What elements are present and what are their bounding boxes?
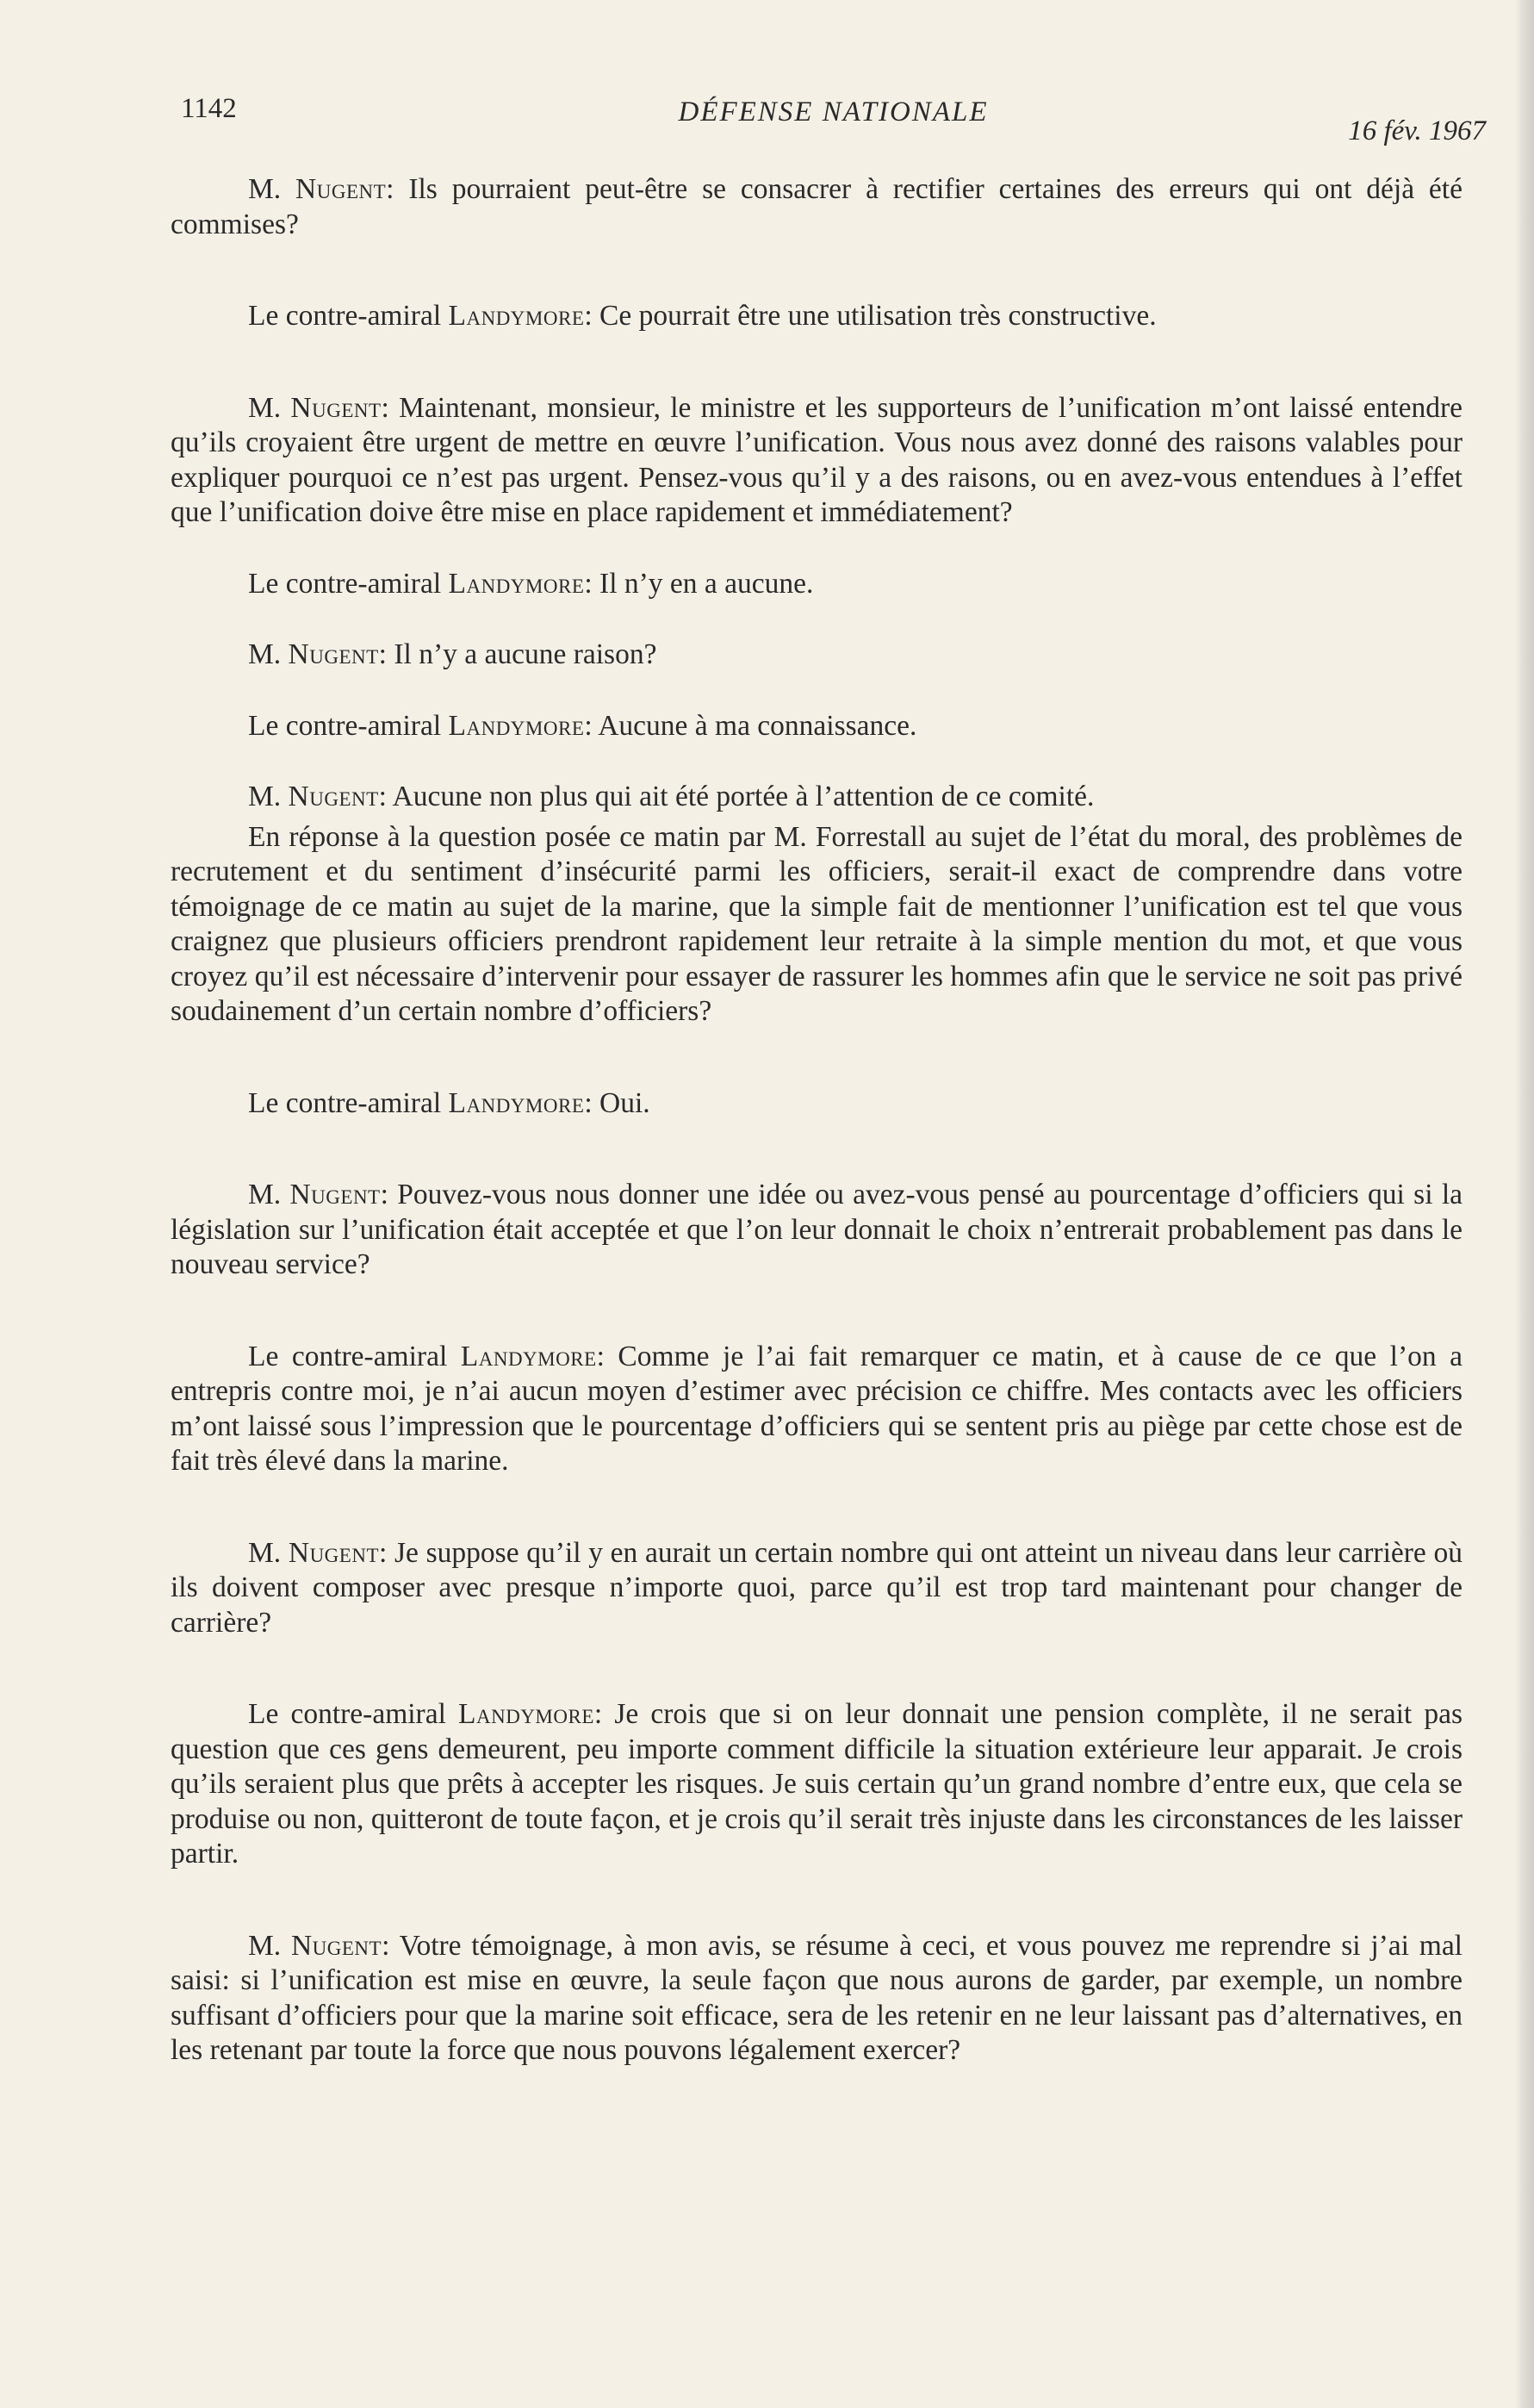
speaker-prefix: Le contre-amiral bbox=[248, 1698, 459, 1730]
paragraph bbox=[171, 567, 1463, 602]
paragraph bbox=[171, 820, 1463, 1030]
speaker-prefix: M. bbox=[248, 173, 296, 205]
speaker-prefix: M. bbox=[248, 1536, 289, 1569]
speaker-name: Landymore bbox=[448, 1086, 585, 1119]
speaker-prefix: M. bbox=[248, 638, 289, 670]
paragraph bbox=[171, 638, 1463, 673]
paragraph bbox=[171, 1340, 1463, 1479]
speaker-name: Landymore bbox=[448, 567, 585, 600]
speaker-prefix: M. bbox=[248, 1929, 291, 1962]
speaker-name: Landymore bbox=[448, 300, 585, 332]
paragraph bbox=[171, 1178, 1463, 1283]
speaker-name: Landymore bbox=[458, 1698, 594, 1730]
paragraph bbox=[171, 172, 1463, 242]
paragraph bbox=[171, 1929, 1463, 2069]
body-text bbox=[171, 172, 1463, 2069]
paragraph-text: : Je suppose qu’il y en aurait un certain nombre qui ont atteint un niveau dans leur carrière où ils doivent composer avec presque n’importe quoi, parce qu’il est trop tard maintenant pour changer de carrière? bbox=[171, 1536, 1463, 1639]
paragraph-text: : Il n’y en a aucune. bbox=[584, 567, 814, 600]
paragraph bbox=[171, 391, 1463, 531]
paragraph-text: : Ce pourrait être une utilisation très constructive. bbox=[584, 300, 1157, 332]
paragraph-text: : Maintenant, monsieur, le ministre et les supporteurs de l’unification m’ont laissé entendre qu’ils croyaient être urgent de mettre en œuvre l’unification. Vous nous avez donné des raisons valables pour expliquer pourquoi ce n’est pas urgent. Pensez-vous qu’il y a des raisons, ou en avez-vous entendues à l’effet que l’unification doive être mise en place rapidement et immédiatement? bbox=[171, 391, 1463, 528]
speaker-prefix: Le contre-amiral bbox=[248, 567, 449, 600]
paragraph-text: : Comme je l’ai fait remarquer ce matin, et à cause de ce que l’on a entrepris contre moi, je n’ai aucun moyen d’estimer avec précision ce chiffre. Mes contacts avec les officiers m’ont laissé sous l’impression que le pourcentage d’officiers qui se sentent pris au piège par cette chose est de fait très élevé dans la marine. bbox=[171, 1340, 1463, 1477]
speaker-name: Nugent bbox=[290, 1929, 382, 1962]
running-title: DÉFENSE NATIONALE bbox=[678, 96, 989, 128]
speaker-prefix: Le contre-amiral bbox=[248, 300, 449, 332]
paragraph-text: : Il n’y a aucune raison? bbox=[378, 638, 657, 670]
running-head bbox=[181, 93, 1486, 145]
paragraph-text: : Oui. bbox=[584, 1086, 650, 1119]
speaker-name: Nugent bbox=[290, 391, 382, 424]
running-date: 16 fév. 1967 bbox=[1348, 115, 1486, 146]
speaker-name: Nugent bbox=[295, 173, 387, 205]
speaker-prefix: Le contre-amiral bbox=[248, 1086, 449, 1119]
paragraph-text: En réponse à la question posée ce matin par M. Forrestall au sujet de l’état du moral, des problèmes de recrutement et du sentiment d’insécurité parmi les officiers, serait-il exact de comprendre dans votre témoignage de ce matin au sujet de la marine, que la simple fait de mentionner l’unification est tel que vous craignez que plusieurs officiers prendront rapidement leur retraite à la simple mention du mot, et que vous croyez qu’il est nécessaire d’intervenir pour essayer de rassurer les hommes afin que le service ne soit pas privé soudainement d’un certain nombre d’officiers? bbox=[171, 820, 1463, 1027]
speaker-prefix: Le contre-amiral bbox=[248, 709, 449, 742]
paragraph-text: : Ils pourraient peut-être se consacrer à rectifier certaines des erreurs qui ont déjà été commises? bbox=[171, 173, 1463, 240]
paragraph bbox=[171, 299, 1463, 334]
page-number: 1142 bbox=[181, 93, 237, 124]
paragraph-text: : Pouvez-vous nous donner une idée ou avez-vous pensé au pourcentage d’officiers qui si la législation sur l’unification était acceptée et que l’on leur donnait le choix n’entrerait probablement pas dans le nouveau service? bbox=[171, 1179, 1463, 1280]
paragraph bbox=[171, 709, 1463, 744]
speaker-prefix: M. bbox=[248, 391, 291, 424]
paragraph-text: : Aucune à ma connaissance. bbox=[584, 709, 917, 742]
paragraph-text: : Aucune non plus qui ait été portée à l’attention de ce comité. bbox=[378, 781, 1095, 812]
speaker-prefix: Le contre-amiral bbox=[248, 1340, 461, 1372]
speaker-prefix: M. bbox=[248, 781, 289, 812]
speaker-name: Landymore bbox=[448, 709, 585, 742]
paragraph-text: : Je crois que si on leur donnait une pension complète, il ne serait pas question que ces gens demeurent, peu importe comment difficile la situation extérieure leur apparait. Je crois qu’ils seraient plus que prêts à accepter les risques. Je suis certain qu’un grand nombre d’entre eux, que cela se produise ou non, quitteront de toute façon, et je crois qu’il serait très injuste dans les circonstances de les laisser partir. bbox=[171, 1698, 1463, 1870]
paragraph bbox=[171, 1086, 1463, 1122]
paragraph bbox=[171, 780, 1463, 815]
speaker-name: Nugent bbox=[288, 1536, 379, 1569]
paragraph bbox=[171, 1697, 1463, 1872]
paragraph-text: : Votre témoignage, à mon avis, se résume à ceci, et vous pouvez me reprendre si j’ai mal saisi: si l’unification est mise en œuvre, la seule façon que nous aurons de garder, par exemple, un nombre suffisant d’officiers pour que la marine soit efficace, sera de les retenir en ne leur laissant pas d’alternatives, en les retenant par toute la force que nous pouvons légalement exercer? bbox=[171, 1929, 1463, 2066]
speaker-name: Nugent bbox=[288, 781, 379, 812]
speaker-prefix: M. bbox=[248, 1179, 290, 1210]
speaker-name: Landymore bbox=[460, 1340, 597, 1372]
paragraph bbox=[171, 1536, 1463, 1641]
speaker-name: Nugent bbox=[288, 638, 379, 670]
page-edge-shadow bbox=[1515, 0, 1534, 2408]
speaker-name: Nugent bbox=[289, 1179, 381, 1210]
